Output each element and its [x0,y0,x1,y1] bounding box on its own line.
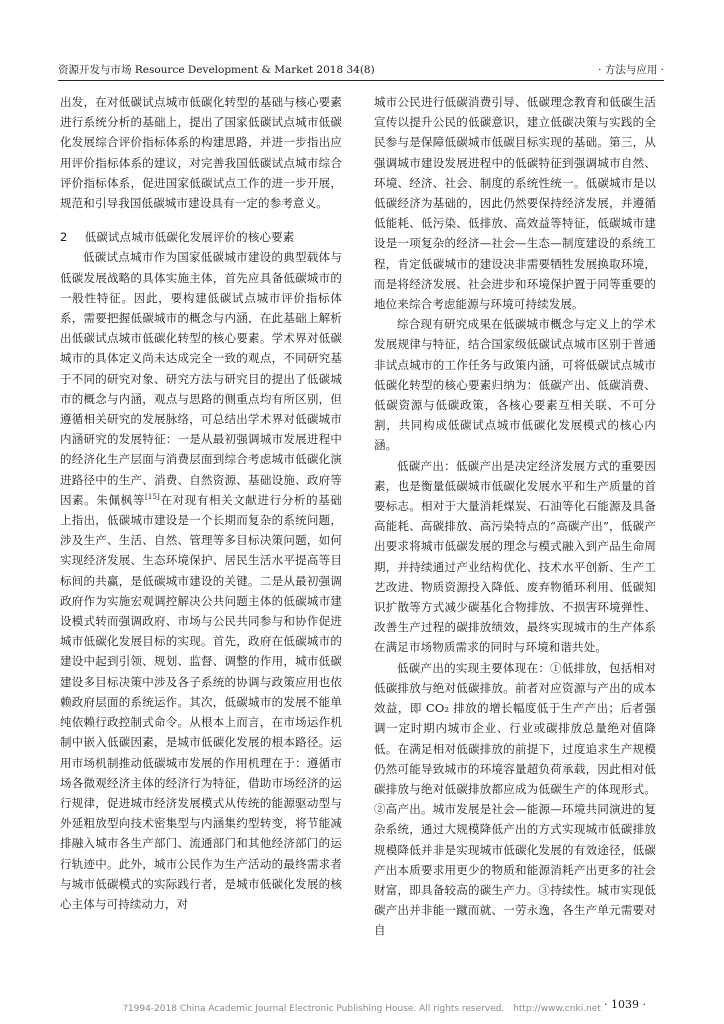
copyright-text: ?1994-2018 China Academic Journal Electronic Publishing House. All rights reserved. [123,1004,505,1014]
paragraph-text: 在对现有相关文献进行分析的基础上指出，低碳城市建设是一个长期而复杂的系统问题，涉及生产、生活、自然、管理等多目标决策问题，如何实现经济发展、生态环境保护、居民生活水平提高等目标间的共赢，是低碳城市建设的关键。二是从最初强调政府作为实施宏观调控解决公共问题主体的低碳城市建设模式转而强调政府、市场与公民共同参与和协作促进城市低碳化发展目标的实现。首先，政府在低碳城市的建设中起到引领、规划、监督、调整的作用，城市低碳建设多目标决策中涉及各子系统的协调与政策应用也依赖政府层面的系统运作。其次，低碳城市的发展不能单纯依赖行政控制式命令。从根本上而言，在市场运作机制中嵌入低碳因素，是城市低碳化发展的根本路径。运用市场机制推动低碳城市发展的作用机理在于：遵循市场各微观经济主体的经济行为特征，借助市场经济的运行规律，促进城市经济发展模式从传统的能源驱动型与外延粗放型向技术密集型与内涵集约型转变，将节能减排融入城市各生产部门、流通部门和其他经济部门的运行轨迹中。此外，城市公民作为生产活动的最终需求者与城市低碳模式的实际践行者，是城市低碳化发展的核心主体与可持续动力，对 [60,492,342,911]
intro-paragraph: 出发，在对低碳试点城市低碳化转型的基础与核心要素进行系统分析的基础上，提出了国家低碳试点城市低碳化发展综合评价指标体系的构建思路，并进一步指出应用评价指标体系的建议，对完善我国低碳试点城市综合评价指标体系，促进国家低碳试点工作的进一步开展，规范和引导我国低碳城市建设具有一定的参考意义。 [60,95,342,211]
body-paragraph: 低碳产出：低碳产出是决定经济发展方式的重要因素，也是衡量低碳城市低碳化发展水平和生产质量的首要标志。相对于大量消耗煤炭、石油等化石能源及具备高能耗、高碳排放、高污染特点的“高碳产出”，低碳产出要求将城市低碳发展的理念与模式融入到产品生命周期，并持续通过产业结构优化、技术水平创新、生产工艺改进、物质资源投入降低、废弃物循环利用、低碳知识扩散等方式减少碳基化合物排放、不损害环境弹性、改善生产过程的碳排放绩效，最终实现城市的生产体系在满足市场物质需求的同时与环境和谐共处。 [374,458,656,655]
left-column [60,92,342,914]
body-paragraph: 综合现有研究成果在低碳城市概念与定义上的学术发展规律与特征，结合国家级低碳试点城市区别于普通非试点城市的工作任务与政策内涵，可将低碳试点城市低碳化转型的核心要素归纳为：低碳产出、低碳消费、低碳资源与低碳政策，各核心要素互相关联、不可分割，共同构成低碳试点城市低碳化发展模式的核心内涵。 [374,317,656,453]
footer-url[interactable]: http://www.cnki.net [513,1004,601,1014]
body-paragraph: 低碳产出的实现主要体现在：①低排放，包括相对低碳排放与绝对低碳排放。前者对应资源与产出的成本效益，即 CO₂ 排放的增长幅度低于生产产出；后者强调一定时期内城市企业、行业或碳排放总量绝对值降低。在满足相对低碳排放的前提下，过度追求生产规模仍然可能导致城市的环境容量超负荷承载，因此相对低碳排放与绝对低碳排放都应成为低碳生产的体现形式。②高产出。城市发展是社会—能源—环境共同演进的复杂系统，通过大规模降低产出的方式实现城市低碳排放规模降低并非是实现城市低碳化发展的有效途径，低碳产出本质要求用更少的物质和能源消耗产出更多的社会财富，即具备较高的碳生产力。③持续性。城市实现低碳产出并非能一蹴而就、一劳永逸，各生产单元需要对自 [374,660,656,938]
section-heading [60,227,342,247]
section-label: · 方法与应用 · [598,64,664,76]
copyright-footer [0,1004,724,1014]
paragraph-text: 低碳试点城市作为国家低碳城市建设的典型载体与低碳发展战略的具体实施主体，首先应具备低碳城市的一般性特征。因此，要构建低碳试点城市评价指标体系，需要把握低碳城市的概念与内涵，在此基础上解析出低碳试点城市低碳化转型的核心要素。学术界对低碳城市的具体定义尚未达成完全一致的观点，不同研究基于不同的研究对象、研究方法与研究目的提出了低碳城市的概念与内涵，观点与思路的侧重点均有所区别，但遵循相关研究的发展脉络，可总结出学术界对低碳城市内涵研究的发展特征：一是从最初强调城市发展进程中的经济化生产层面与消费层面到综合考虑城市低碳化演进路径中的生产、消费、自然资源、基础设施、政府等因素。朱佩枫等 [60,250,342,507]
running-header [58,62,664,80]
section-title: 低碳试点城市低碳化发展评价的核心要素 [84,230,295,245]
spacer [60,213,342,219]
header-rule [58,80,664,81]
page-number: · 1039 · [604,998,646,1011]
body-paragraph [60,247,342,914]
body-paragraph: 城市公民进行低碳消费引导、低碳理念教育和低碳生活宣传以提升公民的低碳意识，建立低碳决策与实践的全民参与是保障低碳城市低碳目标实现的基础。第三，从强调城市建设发展进程中的低碳特征到强调城市自然、环境、经济、社会、制度的系统性统一。低碳城市是以低碳经济为基础的，因此仍然要保持经济发展，并遵循低能耗、低污染、低排放、高效益等特征，低碳城市建设是一项复杂的经济—社会—生态—制度建设的系统工程，肯定低碳城市的建设决非需要牺牲发展换取环境，而是将经济发展、社会进步和环境保护置于同等重要的地位来综合考虑能源与环境可持续发展。 [374,95,656,312]
citation-ref[interactable]: [15] [144,493,160,502]
section-number: 2 [60,230,68,245]
journal-citation: 资源开发与市场 Resource Development & Market 2018 34(8) [58,64,375,76]
right-column [374,92,656,941]
